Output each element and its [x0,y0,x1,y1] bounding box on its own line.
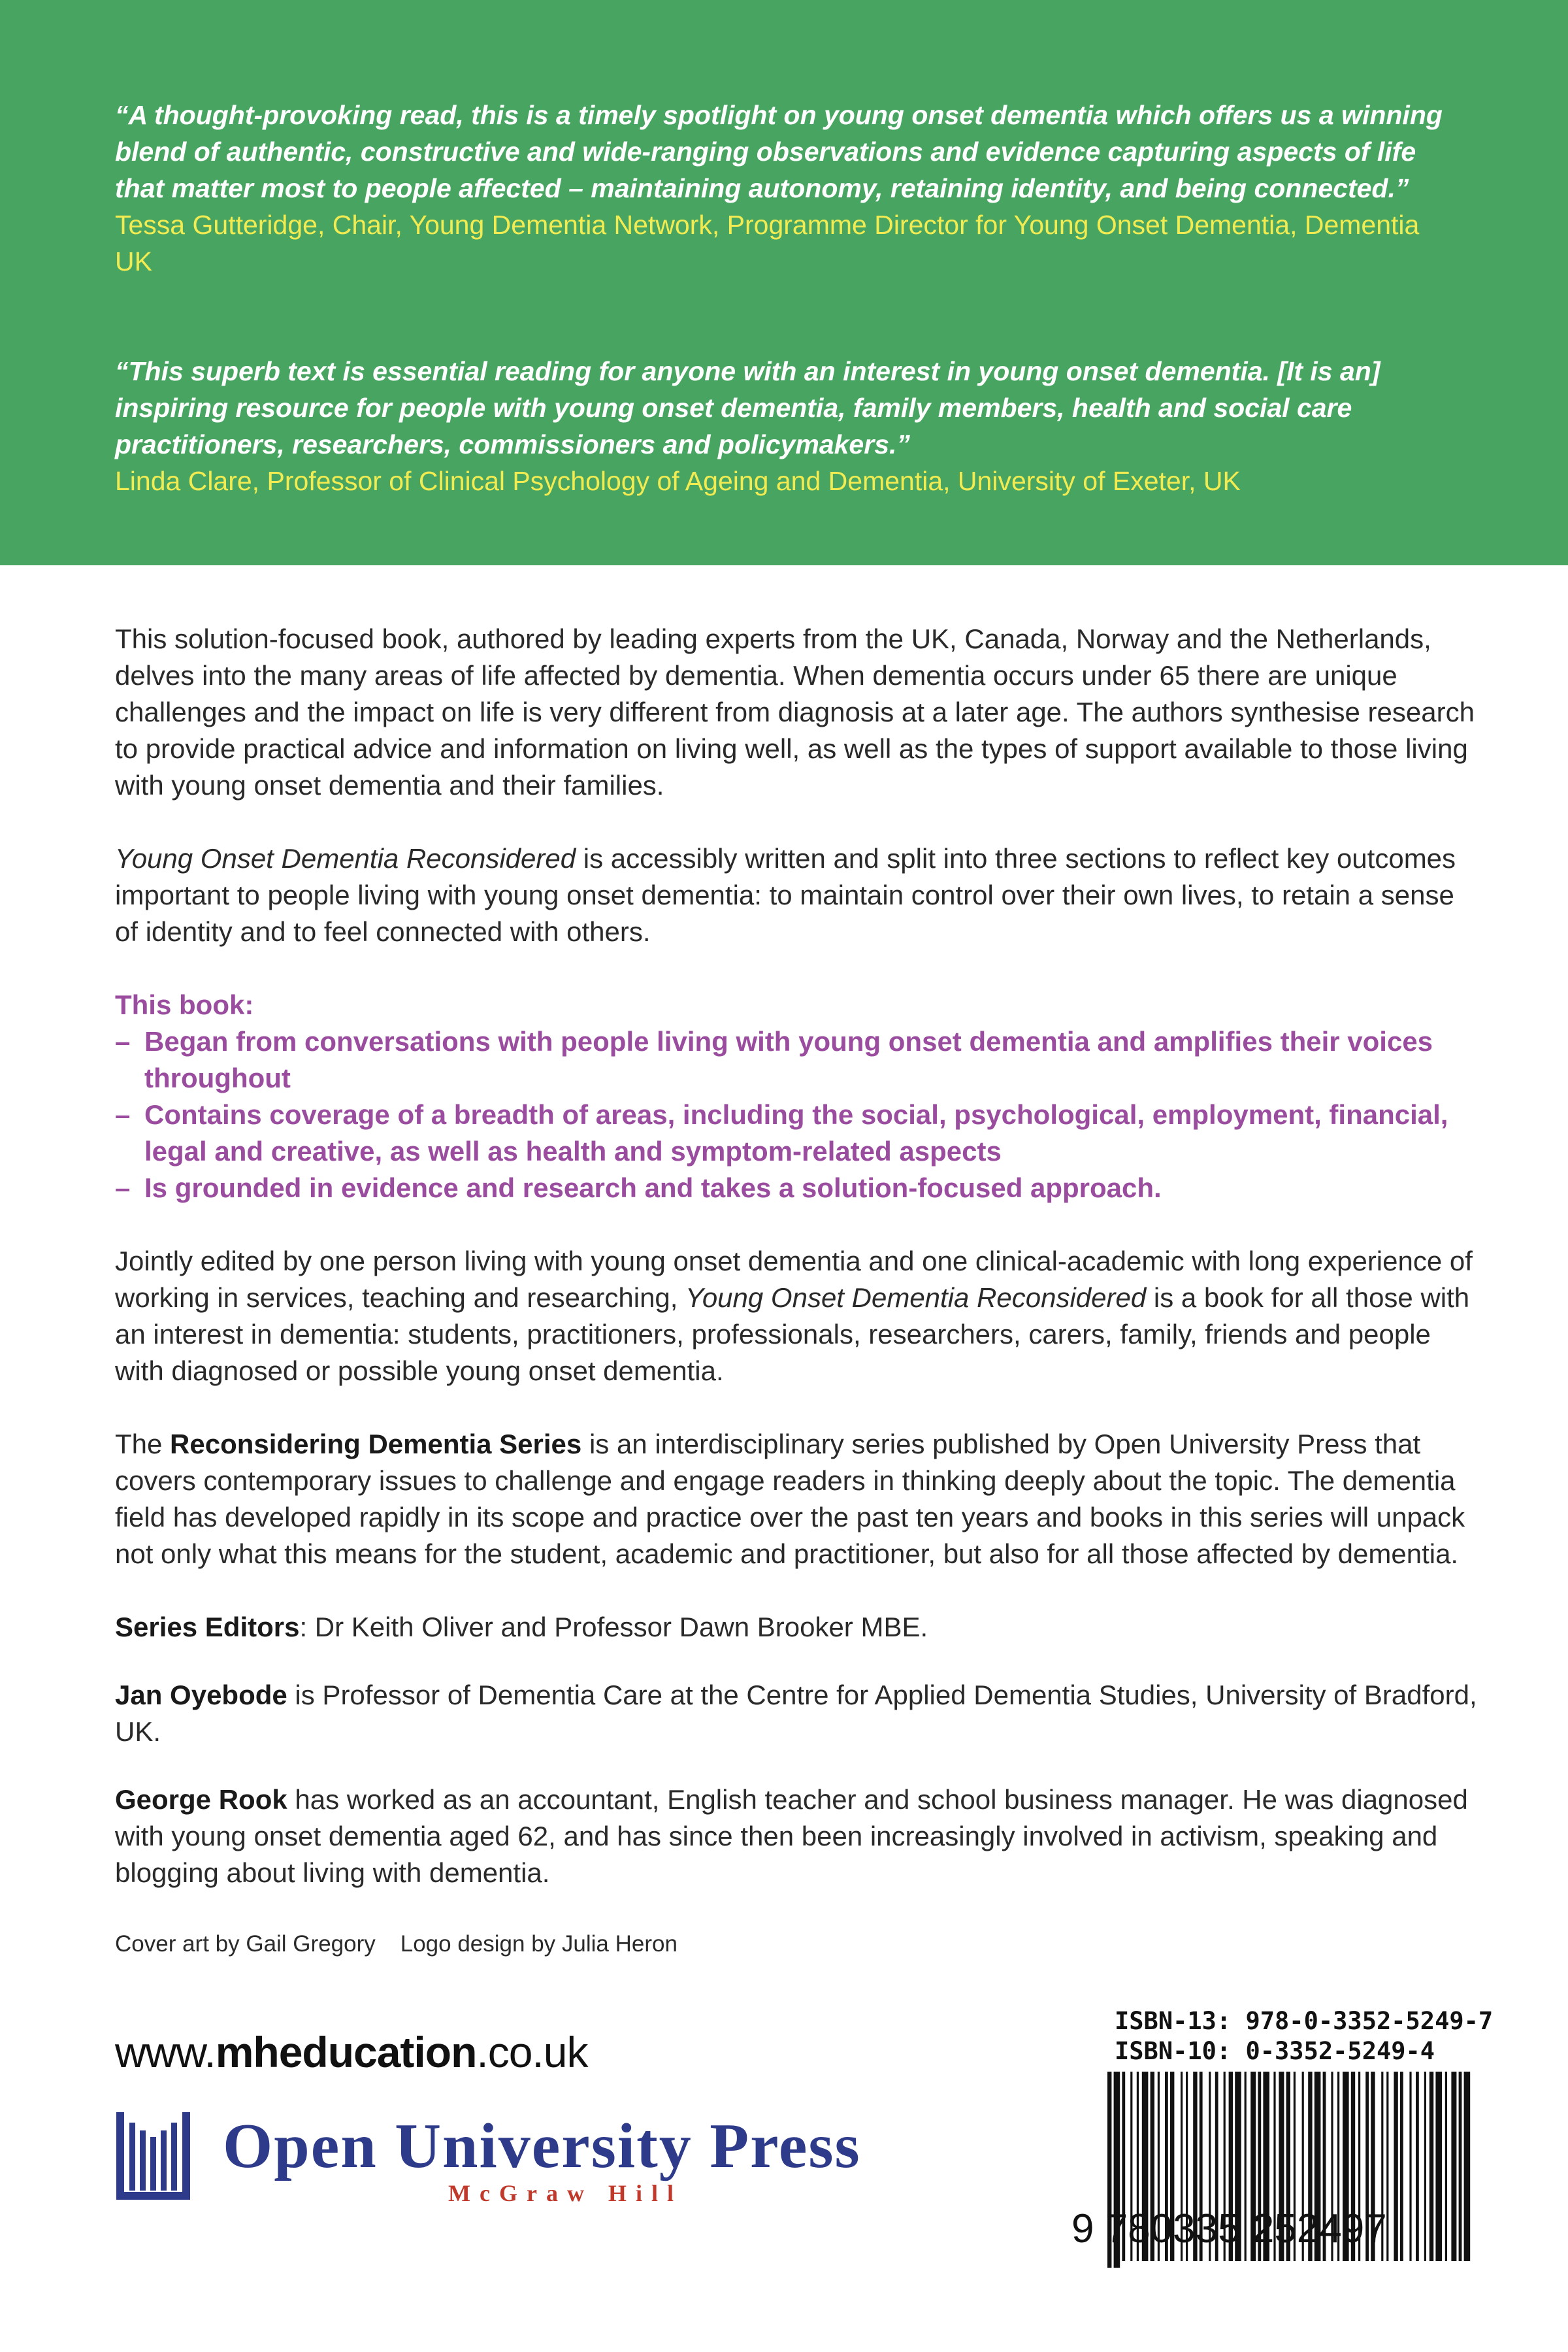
cover-art-credit: Cover art by Gail Gregory [115,1931,376,1957]
ou-emblem-icon [116,2112,190,2200]
open-university-press-logo [115,2104,964,2209]
editors-paragraph-end: is a book for all those with an interest in dementia: students, practitioners, professionals, researchers, carers, family, friends and people with diagnosed or possible young onset dementia. [115,1282,1470,1386]
series-paragraph [115,1426,1480,1572]
credits-line [115,1929,1480,1959]
series-name: Reconsidering Dementia Series [170,1429,582,1459]
sections-paragraph-rest: is accessibly written and split into three sections to reflect key outcomes important to people living with young onset dementia: to maintain control over their own lives, to retain a sense of identity and to feel connected with others. [115,843,1456,947]
publisher-name: Open University Press [223,2111,861,2181]
list-dash: – [115,1099,131,1130]
series-paragraph-end: is an interdisciplinary series published by Open University Press that covers contemporary issues to challenge and engage readers in thinking deeply about the topic. The dementia field has developed rapidly in its scope and practice over the past ten years and books in this series will unpack not only what this means for the student, academic and practitioner, but also for all those affected by dementia. [115,1429,1465,1569]
quote-2-attribution: Linda Clare, Professor of Clinical Psychology of Ageing and Dementia, University of Exeter, UK [115,466,1241,496]
quote-2-text: “This superb text is essential reading for anyone with an interest in young onset dementia. [It is an] inspiring resource for people with young onset dementia, family members, health and social care practitioners, researchers, commissioners and policymakers.” [115,356,1380,459]
quote-1-attribution: Tessa Gutteridge, Chair, Young Dementia Network, Programme Director for Young Onset Dementia, Dementia UK [115,210,1420,276]
website-suffix: .co.uk [476,2028,588,2076]
isbn-10: ISBN-10: 0-3352-5249-4 [1115,2037,1435,2065]
isbn-13: ISBN-13: 978-0-3352-5249-7 [1115,2007,1494,2035]
book-title: Young Onset Dementia Reconsidered [115,843,576,874]
author-2-bio: has worked as an accountant, English teacher and school business manager. He was diagnosed with young onset dementia aged 62, and has since then been increasingly involved in activism, speaking and blogging about living with dementia. [115,1784,1468,1888]
publisher-website [115,2026,587,2078]
website-prefix: www. [115,2028,216,2076]
quote-1-text: “A thought-provoking read, this is a timely spotlight on young onset dementia which offers us a winning blend of authentic, constructive and wide-ranging observations and evidence capturing aspects of life that matter most to people affected – maintaining autonomy, retaining identity, and being connected.” [115,100,1443,203]
author-bio-1 [115,1677,1480,1750]
quotes-band [0,0,1568,565]
list-item [115,1170,1480,1206]
series-editors-label: Series Editors [115,1612,300,1642]
list-item-text: Contains coverage of a breadth of areas, including the social, psychological, employment, financial, legal and creative, as well as health and symptom-related aspects [144,1099,1448,1167]
list-dash: – [115,1172,131,1203]
list-item-text: Began from conversations with people living with young onset dementia and amplifies their voices throughout [144,1026,1433,1093]
publisher-subname: McGraw Hill [448,2180,683,2206]
author-bio-2 [115,1781,1480,1891]
editors-paragraph-start: Jointly edited by one person living with young onset dementia and one clinical-academic with long experience of working in services, teaching and researching, [115,1246,1473,1313]
series-editors [115,1609,1480,1646]
barcode-number: 9 780335 252497 [1071,2206,1387,2251]
sections-paragraph [115,840,1480,950]
isbn-barcode-block [1071,2006,1494,2307]
list-item [115,1023,1480,1097]
series-paragraph-start: The [115,1429,171,1459]
logo-design-credit: Logo design by Julia Heron [400,1931,678,1957]
this-book-list [115,1023,1480,1206]
list-item [115,1097,1480,1170]
list-dash: – [115,1026,131,1057]
book-title: Young Onset Dementia Reconsidered [685,1282,1147,1313]
list-item-text: Is grounded in evidence and research and takes a solution-focused approach. [144,1172,1162,1203]
author-1-bio: is Professor of Dementia Care at the Centre for Applied Dementia Studies, University of Bradford, UK. [115,1680,1477,1747]
quote-2 [115,353,1454,499]
back-cover-body [115,621,1480,1959]
intro-paragraph: This solution-focused book, authored by leading experts from the UK, Canada, Norway and the Netherlands, delves into the many areas of life affected by dementia. When dementia occurs under 65 there are unique challenges and the impact on life is very different from diagnosis at a later age. The authors synthesise research to provide practical advice and information on living well, as well as the types of support available to those living with young onset dementia and their families. [115,623,1475,801]
author-2-name: George Rook [115,1784,287,1815]
editors-paragraph [115,1243,1480,1389]
this-book-heading: This book: [115,989,254,1020]
quote-1 [115,97,1454,280]
series-editors-text: : Dr Keith Oliver and Professor Dawn Brooker MBE. [299,1612,928,1642]
website-domain: mheducation [215,2028,477,2076]
author-1-name: Jan Oyebode [115,1680,287,1710]
